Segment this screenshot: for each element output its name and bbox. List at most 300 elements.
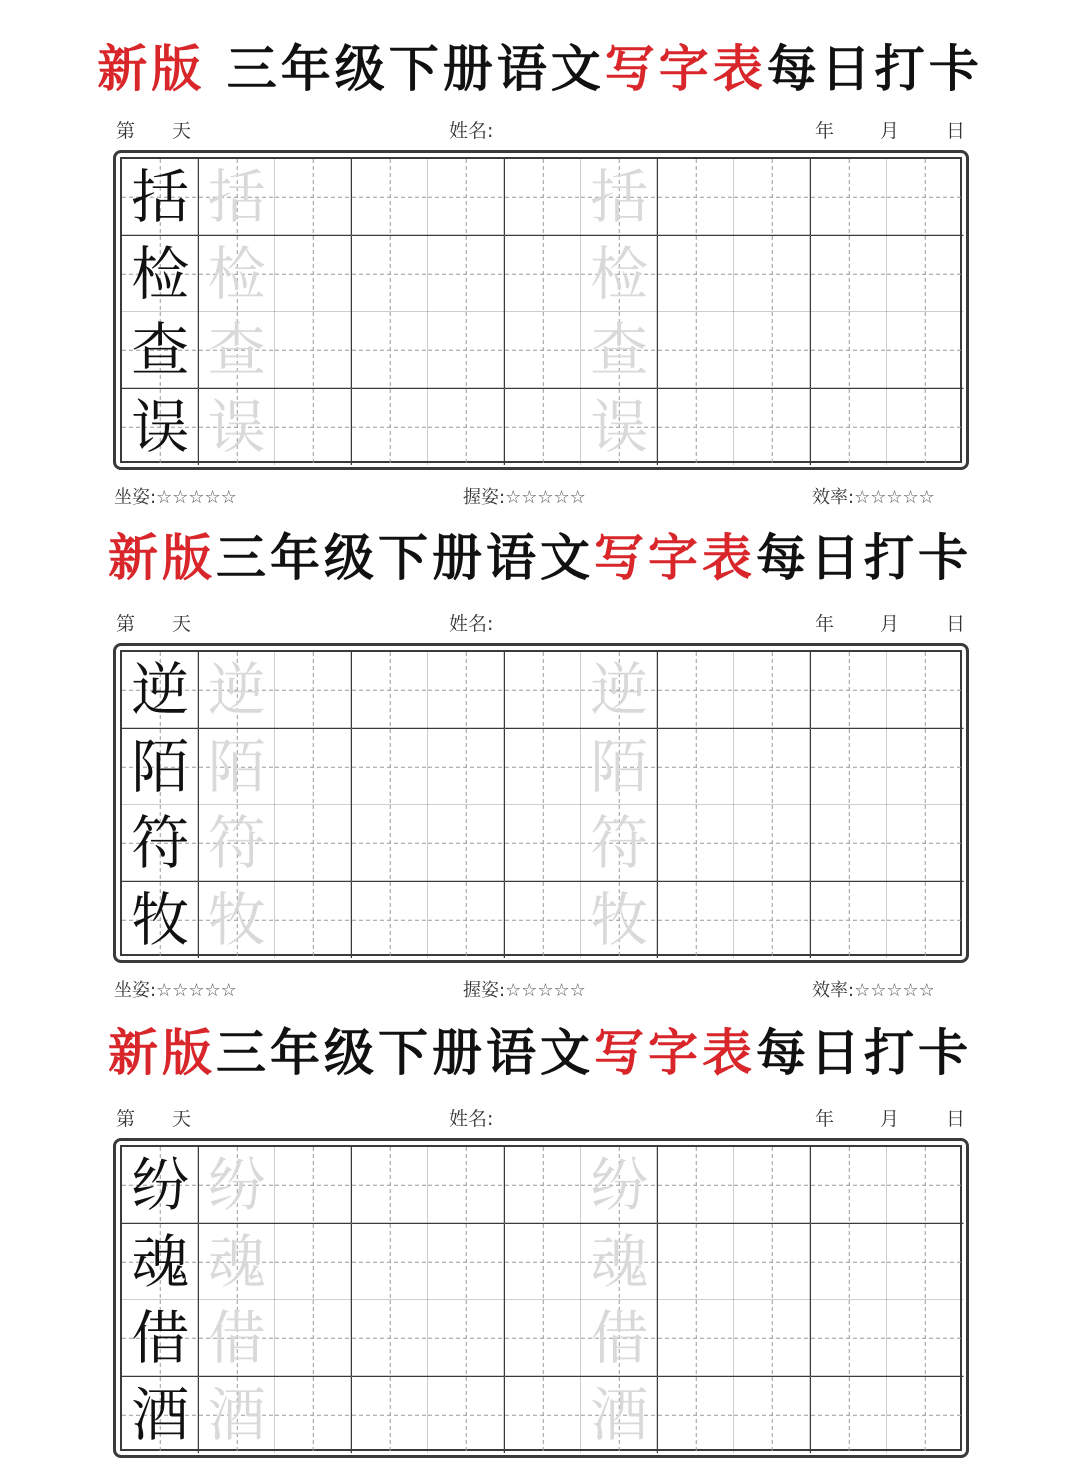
tianzige-cell[interactable]	[658, 1224, 735, 1301]
day-prefix-label: 第	[116, 613, 136, 635]
tianzige-cell[interactable]	[352, 805, 429, 882]
tianzige-cell[interactable]	[811, 312, 888, 389]
rating-label: 坐姿:	[114, 980, 157, 1001]
model-character: 陌	[131, 732, 190, 801]
cell-guide-lines	[658, 312, 735, 389]
tianzige-cell[interactable]	[581, 729, 658, 806]
tianzige-cell[interactable]	[658, 1147, 735, 1224]
tianzige-cell[interactable]	[734, 159, 811, 236]
trace-character: 魂	[590, 1227, 649, 1296]
tianzige-cell[interactable]	[734, 236, 811, 313]
tianzige-cell[interactable]	[505, 652, 582, 729]
tianzige-cell[interactable]	[275, 389, 352, 466]
cell-guide-lines	[734, 1377, 811, 1454]
tianzige-cell[interactable]	[428, 652, 505, 729]
cell-guide-lines	[428, 389, 505, 466]
name-label: 姓名:	[449, 120, 494, 142]
tianzige-cell[interactable]	[428, 805, 505, 882]
tianzige-cell[interactable]	[658, 1300, 735, 1377]
tianzige-cell[interactable]	[581, 159, 658, 236]
trace-character: 逆	[207, 656, 266, 724]
tianzige-cell[interactable]	[199, 1147, 276, 1224]
title-part3: 写字表	[594, 1023, 756, 1082]
cell-guide-lines	[428, 1147, 505, 1224]
cell-guide-lines	[275, 652, 352, 729]
star-rating-icons[interactable]: ☆☆☆☆☆	[854, 487, 935, 508]
tianzige-cell[interactable]	[428, 729, 505, 806]
tianzige-cell[interactable]	[199, 159, 276, 236]
tianzige-cell[interactable]	[581, 652, 658, 729]
tianzige-cell[interactable]	[199, 389, 276, 466]
cell-guide-lines	[811, 159, 888, 236]
tianzige-cell[interactable]	[658, 159, 735, 236]
tianzige-cell[interactable]	[658, 729, 735, 806]
tianzige-cell[interactable]	[734, 312, 811, 389]
tianzige-cell[interactable]	[122, 1147, 199, 1224]
cell-guide-lines	[658, 1147, 735, 1224]
grid-frame	[120, 650, 962, 956]
tianzige-cell[interactable]	[122, 236, 199, 313]
cell-guide-lines	[505, 882, 582, 959]
tianzige-cell[interactable]	[505, 805, 582, 882]
title-part2: 三年级下册语文	[226, 39, 605, 98]
grid-frame	[120, 1145, 962, 1451]
title-part1: 新版	[108, 1023, 216, 1082]
tianzige-cell[interactable]	[887, 1224, 964, 1301]
tianzige-cell[interactable]	[352, 652, 429, 729]
tianzige-cell[interactable]	[581, 805, 658, 882]
cell-guide-lines	[352, 1377, 429, 1454]
year-label: 年	[815, 1108, 835, 1130]
model-character: 误	[131, 392, 190, 461]
tianzige-cell[interactable]	[352, 389, 429, 466]
cell-guide-lines	[275, 389, 352, 466]
tianzige-cell[interactable]	[122, 882, 199, 959]
tianzige-cell[interactable]	[199, 805, 276, 882]
cell-guide-lines	[658, 805, 735, 882]
trace-character: 酒	[590, 1380, 649, 1449]
tianzige-cell[interactable]	[887, 1377, 964, 1454]
cell-guide-lines	[734, 882, 811, 959]
model-character: 逆	[131, 656, 190, 724]
practice-sheet	[0, 493, 1080, 1001]
star-rating-icons[interactable]: ☆☆☆☆☆	[156, 980, 237, 1001]
tianzige-cell[interactable]	[428, 159, 505, 236]
tianzige-cell[interactable]	[887, 805, 964, 882]
tianzige-cell[interactable]	[887, 236, 964, 313]
tianzige-cell[interactable]	[352, 312, 429, 389]
tianzige-cell[interactable]	[122, 1300, 199, 1377]
cell-guide-lines	[505, 652, 582, 729]
cell-guide-lines	[275, 1377, 352, 1454]
tianzige-cell[interactable]	[734, 1300, 811, 1377]
title-part4: 每日打卡	[756, 1023, 972, 1082]
title-part2: 三年级下册语文	[216, 528, 594, 587]
trace-character: 括	[207, 163, 266, 231]
cell-guide-lines	[734, 389, 811, 466]
tianzige-cell[interactable]	[811, 882, 888, 959]
tianzige-cell[interactable]	[505, 236, 582, 313]
tianzige-cell[interactable]	[505, 882, 582, 959]
rating-label: 坐姿:	[114, 487, 157, 508]
cell-guide-lines	[887, 1377, 964, 1454]
tianzige-cell[interactable]	[199, 882, 276, 959]
cell-guide-lines	[352, 312, 429, 389]
model-character: 查	[131, 316, 190, 384]
cell-guide-lines	[505, 236, 582, 313]
tianzige-cell[interactable]	[505, 312, 582, 389]
tianzige-cell[interactable]	[505, 1224, 582, 1301]
cell-guide-lines	[505, 729, 582, 806]
tianzige-cell[interactable]	[811, 236, 888, 313]
tianzige-cell[interactable]	[887, 1147, 964, 1224]
tianzige-cell[interactable]	[122, 1224, 199, 1301]
tianzige-cell[interactable]	[734, 882, 811, 959]
cell-guide-lines	[352, 1300, 429, 1377]
tianzige-cell[interactable]	[581, 1224, 658, 1301]
trace-character: 牧	[590, 885, 649, 954]
tianzige-cell[interactable]	[581, 1300, 658, 1377]
trace-character: 纷	[590, 1151, 649, 1219]
cell-guide-lines	[428, 729, 505, 806]
model-character: 借	[131, 1304, 190, 1372]
cell-guide-lines	[734, 236, 811, 313]
tianzige-cell[interactable]	[581, 312, 658, 389]
trace-character: 纷	[207, 1151, 266, 1219]
tianzige-cell[interactable]	[505, 1377, 582, 1454]
tianzige-cell[interactable]	[887, 159, 964, 236]
model-character: 括	[131, 163, 190, 231]
cell-guide-lines	[811, 312, 888, 389]
practice-sheet	[0, 988, 1080, 1468]
trace-character: 查	[207, 316, 266, 384]
cell-guide-lines	[811, 1224, 888, 1301]
writing-grid	[113, 643, 969, 963]
tianzige-cell[interactable]	[199, 729, 276, 806]
tianzige-cell[interactable]	[734, 389, 811, 466]
cell-guide-lines	[275, 312, 352, 389]
cell-guide-lines	[734, 805, 811, 882]
cell-guide-lines	[658, 882, 735, 959]
tianzige-cell[interactable]	[505, 1300, 582, 1377]
cell-guide-lines	[734, 1147, 811, 1224]
tianzige-cell[interactable]	[811, 1300, 888, 1377]
tianzige-cell[interactable]	[352, 159, 429, 236]
cell-guide-lines	[734, 652, 811, 729]
cell-guide-lines	[352, 389, 429, 466]
rating-label: 握姿:	[463, 980, 506, 1001]
tianzige-cell[interactable]	[581, 236, 658, 313]
cell-guide-lines	[658, 729, 735, 806]
cell-guide-lines	[505, 159, 582, 236]
tianzige-cell[interactable]	[122, 159, 199, 236]
tianzige-cell[interactable]	[811, 1377, 888, 1454]
cell-guide-lines	[887, 389, 964, 466]
tianzige-cell[interactable]	[734, 1147, 811, 1224]
trace-character: 误	[207, 392, 266, 461]
cell-guide-lines	[352, 729, 429, 806]
cell-guide-lines	[658, 389, 735, 466]
writing-grid	[113, 150, 969, 470]
tianzige-cell[interactable]	[887, 652, 964, 729]
cell-guide-lines	[275, 805, 352, 882]
cell-guide-lines	[505, 389, 582, 466]
model-character: 魂	[131, 1227, 190, 1296]
cell-guide-lines	[658, 652, 735, 729]
cell-guide-lines	[887, 312, 964, 389]
cell-guide-lines	[887, 1224, 964, 1301]
cell-guide-lines	[658, 1300, 735, 1377]
tianzige-cell[interactable]	[658, 389, 735, 466]
cell-guide-lines	[734, 729, 811, 806]
tianzige-cell[interactable]	[428, 236, 505, 313]
trace-character: 误	[590, 392, 649, 461]
cell-guide-lines	[275, 729, 352, 806]
tianzige-cell[interactable]	[658, 1377, 735, 1454]
cell-guide-lines	[428, 159, 505, 236]
tianzige-cell[interactable]	[122, 729, 199, 806]
cell-guide-lines	[428, 1377, 505, 1454]
tianzige-cell[interactable]	[352, 1224, 429, 1301]
tianzige-cell[interactable]	[734, 652, 811, 729]
star-rating-icons[interactable]: ☆☆☆☆☆	[505, 487, 586, 508]
tianzige-cell[interactable]	[428, 1377, 505, 1454]
rating-label: 握姿:	[463, 487, 506, 508]
cell-guide-lines	[658, 1224, 735, 1301]
cell-guide-lines	[887, 1300, 964, 1377]
tianzige-cell[interactable]	[428, 882, 505, 959]
cell-guide-lines	[428, 882, 505, 959]
trace-character: 检	[207, 239, 266, 308]
star-rating-icons[interactable]: ☆☆☆☆☆	[156, 487, 237, 508]
tianzige-cell[interactable]	[887, 312, 964, 389]
cell-guide-lines	[658, 236, 735, 313]
trace-character: 符	[207, 809, 266, 877]
cell-guide-lines	[352, 159, 429, 236]
cell-guide-lines	[352, 882, 429, 959]
month-label: 月	[880, 613, 900, 635]
cell-guide-lines	[811, 1377, 888, 1454]
day-label: 日	[946, 1108, 966, 1130]
name-label: 姓名:	[449, 1108, 494, 1130]
tianzige-cell[interactable]	[352, 729, 429, 806]
cell-guide-lines	[811, 805, 888, 882]
trace-character: 陌	[207, 732, 266, 801]
trace-character: 借	[590, 1304, 649, 1372]
cell-guide-lines	[811, 236, 888, 313]
month-label: 月	[880, 120, 900, 142]
tianzige-cell[interactable]	[275, 236, 352, 313]
cell-guide-lines	[275, 882, 352, 959]
cell-guide-lines	[734, 1300, 811, 1377]
tianzige-cell[interactable]	[734, 1377, 811, 1454]
model-character: 牧	[131, 885, 190, 954]
tianzige-cell[interactable]	[887, 882, 964, 959]
cell-guide-lines	[734, 312, 811, 389]
tianzige-cell[interactable]	[581, 389, 658, 466]
tianzige-cell[interactable]	[811, 159, 888, 236]
cell-guide-lines	[428, 312, 505, 389]
tianzige-cell[interactable]	[505, 1147, 582, 1224]
trace-character: 魂	[207, 1227, 266, 1296]
cell-guide-lines	[811, 1147, 888, 1224]
tianzige-cell[interactable]	[734, 805, 811, 882]
tianzige-cell[interactable]	[428, 1300, 505, 1377]
tianzige-cell[interactable]	[734, 1224, 811, 1301]
tianzige-cell[interactable]	[199, 1377, 276, 1454]
tianzige-cell[interactable]	[275, 652, 352, 729]
cell-guide-lines	[734, 159, 811, 236]
tianzige-cell[interactable]	[275, 729, 352, 806]
cell-guide-lines	[352, 652, 429, 729]
cell-guide-lines	[352, 236, 429, 313]
trace-character: 借	[207, 1304, 266, 1372]
tianzige-cell[interactable]	[811, 389, 888, 466]
tianzige-cell[interactable]	[658, 652, 735, 729]
cell-guide-lines	[428, 805, 505, 882]
tianzige-cell[interactable]	[122, 312, 199, 389]
tianzige-cell[interactable]	[581, 1377, 658, 1454]
tianzige-cell[interactable]	[658, 312, 735, 389]
month-label: 月	[880, 1108, 900, 1130]
tianzige-cell[interactable]	[505, 389, 582, 466]
tianzige-cell[interactable]	[352, 236, 429, 313]
cell-guide-lines	[275, 1147, 352, 1224]
tianzige-cell[interactable]	[505, 159, 582, 236]
cell-guide-lines	[887, 805, 964, 882]
tianzige-cell[interactable]	[811, 652, 888, 729]
tianzige-cell[interactable]	[658, 882, 735, 959]
cell-guide-lines	[505, 1377, 582, 1454]
sheet-title	[0, 1018, 1080, 1088]
cell-guide-lines	[505, 1224, 582, 1301]
model-character: 酒	[131, 1380, 190, 1449]
writing-grid	[113, 1138, 969, 1458]
tianzige-cell[interactable]	[811, 805, 888, 882]
tianzige-cell[interactable]	[352, 1300, 429, 1377]
year-label: 年	[815, 120, 835, 142]
tianzige-cell[interactable]	[275, 805, 352, 882]
star-rating-icons[interactable]: ☆☆☆☆☆	[505, 980, 586, 1001]
year-label: 年	[815, 613, 835, 635]
tianzige-cell[interactable]	[275, 159, 352, 236]
tianzige-cell[interactable]	[275, 1300, 352, 1377]
cell-guide-lines	[811, 1300, 888, 1377]
cell-guide-lines	[811, 729, 888, 806]
cell-guide-lines	[887, 882, 964, 959]
tianzige-cell[interactable]	[275, 1377, 352, 1454]
cell-guide-lines	[887, 652, 964, 729]
sheet-title	[0, 523, 1080, 593]
tianzige-cell[interactable]	[122, 652, 199, 729]
cell-guide-lines	[887, 236, 964, 313]
cell-guide-lines	[658, 1377, 735, 1454]
tianzige-cell[interactable]	[734, 729, 811, 806]
cell-guide-lines	[887, 1147, 964, 1224]
trace-character: 检	[590, 239, 649, 308]
tianzige-cell[interactable]	[199, 652, 276, 729]
tianzige-cell[interactable]	[122, 1377, 199, 1454]
tianzige-cell[interactable]	[811, 1224, 888, 1301]
cell-guide-lines	[428, 652, 505, 729]
day-suffix-label: 天	[172, 613, 192, 635]
tianzige-cell[interactable]	[581, 1147, 658, 1224]
cell-guide-lines	[505, 1300, 582, 1377]
tianzige-cell[interactable]	[505, 729, 582, 806]
tianzige-cell[interactable]	[887, 389, 964, 466]
title-part1: 新版	[97, 39, 206, 98]
trace-character: 逆	[590, 656, 649, 724]
title-part4: 每日打卡	[766, 39, 983, 98]
cell-guide-lines	[428, 1300, 505, 1377]
title-part3: 写字表	[594, 528, 756, 587]
title-part3: 写字表	[604, 39, 767, 98]
grid-frame	[120, 157, 962, 463]
tianzige-cell[interactable]	[199, 1224, 276, 1301]
model-character: 符	[131, 809, 190, 877]
tianzige-cell[interactable]	[199, 236, 276, 313]
tianzige-cell[interactable]	[581, 882, 658, 959]
cell-guide-lines	[275, 1224, 352, 1301]
tianzige-cell[interactable]	[199, 312, 276, 389]
cell-guide-lines	[658, 159, 735, 236]
sheet-title	[0, 34, 1080, 104]
cell-guide-lines	[428, 1224, 505, 1301]
day-label: 日	[946, 120, 966, 142]
tianzige-cell[interactable]	[122, 389, 199, 466]
tianzige-cell[interactable]	[352, 1147, 429, 1224]
tianzige-cell[interactable]	[275, 882, 352, 959]
tianzige-cell[interactable]	[428, 1224, 505, 1301]
cell-guide-lines	[275, 236, 352, 313]
trace-character: 符	[590, 809, 649, 877]
trace-character: 酒	[207, 1380, 266, 1449]
trace-character: 括	[590, 163, 649, 231]
cell-guide-lines	[428, 236, 505, 313]
name-label: 姓名:	[449, 613, 494, 635]
tianzige-cell[interactable]	[275, 1224, 352, 1301]
trace-character: 陌	[590, 732, 649, 801]
cell-guide-lines	[811, 652, 888, 729]
tianzige-cell[interactable]	[428, 1147, 505, 1224]
tianzige-cell[interactable]	[428, 312, 505, 389]
trace-character: 查	[590, 316, 649, 384]
practice-sheet	[0, 0, 1080, 508]
tianzige-cell[interactable]	[887, 1300, 964, 1377]
cell-guide-lines	[505, 805, 582, 882]
star-rating-icons[interactable]: ☆☆☆☆☆	[854, 980, 935, 1001]
tianzige-cell[interactable]	[887, 729, 964, 806]
cell-guide-lines	[505, 312, 582, 389]
tianzige-cell[interactable]	[122, 805, 199, 882]
tianzige-cell[interactable]	[352, 1377, 429, 1454]
cell-guide-lines	[352, 1147, 429, 1224]
tianzige-cell[interactable]	[428, 389, 505, 466]
tianzige-cell[interactable]	[275, 312, 352, 389]
tianzige-cell[interactable]	[811, 729, 888, 806]
cell-guide-lines	[887, 729, 964, 806]
day-suffix-label: 天	[172, 120, 192, 142]
rating-label: 效率:	[812, 487, 855, 508]
tianzige-cell[interactable]	[811, 1147, 888, 1224]
tianzige-cell[interactable]	[199, 1300, 276, 1377]
tianzige-cell[interactable]	[658, 805, 735, 882]
tianzige-cell[interactable]	[658, 236, 735, 313]
day-suffix-label: 天	[172, 1108, 192, 1130]
day-prefix-label: 第	[116, 120, 136, 142]
tianzige-cell[interactable]	[275, 1147, 352, 1224]
tianzige-cell[interactable]	[352, 882, 429, 959]
